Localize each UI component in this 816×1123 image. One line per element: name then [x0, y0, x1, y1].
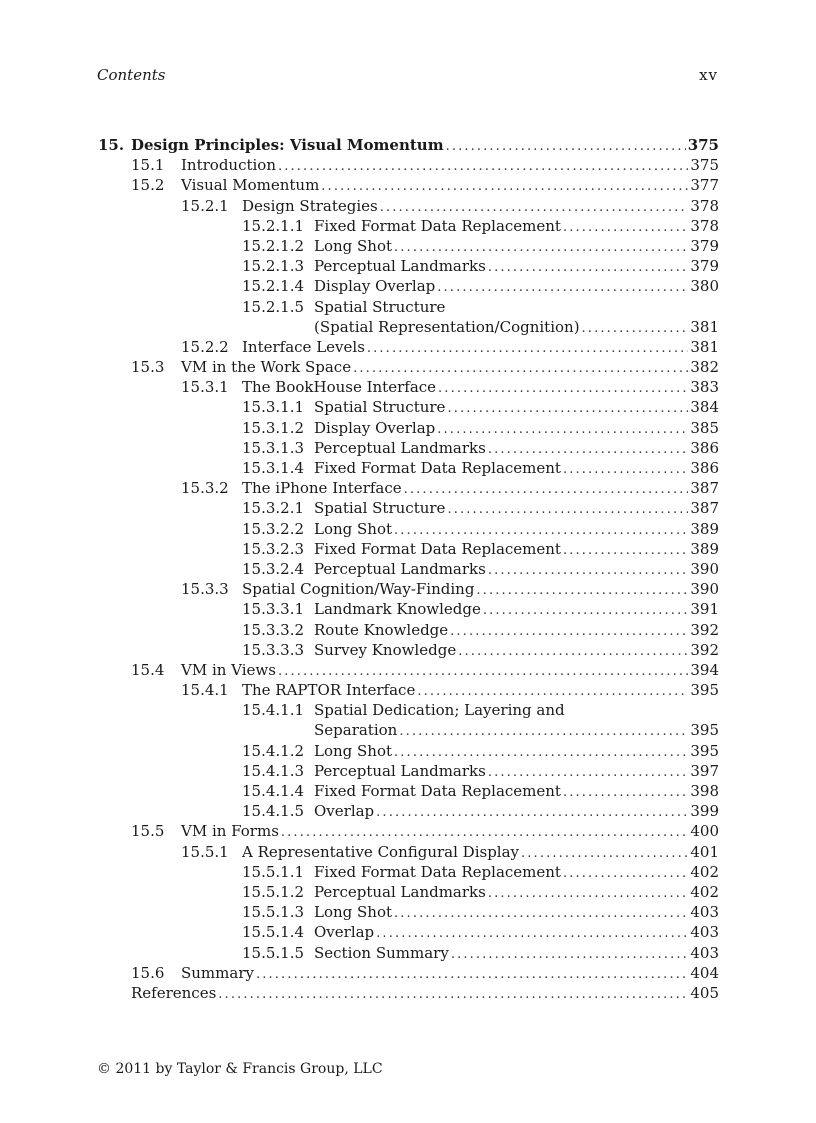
- toc-entry-title-line: [314, 741, 719, 763]
- toc-entry-page: 403: [690, 903, 719, 922]
- dot-leader: [437, 420, 688, 440]
- toc-entry[interactable]: [98, 135, 719, 155]
- toc-entry[interactable]: [98, 660, 719, 680]
- toc-entry-page: 384: [690, 398, 719, 417]
- toc-entry-title-line: [181, 155, 719, 177]
- toc-entry-title: VM in Forms: [181, 822, 279, 841]
- toc-entry[interactable]: [98, 761, 719, 781]
- toc-entry[interactable]: [98, 317, 719, 337]
- toc-entry-page: 397: [690, 761, 719, 780]
- toc-entry-title: Interface Levels: [242, 337, 365, 356]
- toc-entry[interactable]: [98, 963, 719, 983]
- toc-entry[interactable]: [98, 559, 719, 579]
- toc-entry-page: 404: [690, 963, 719, 982]
- toc-entry-number: 15.5.1.5: [242, 943, 305, 962]
- toc-entry-number: 15.4.1.2: [242, 741, 305, 760]
- toc-entry-number: 15.5.1: [181, 842, 229, 861]
- dot-leader: [367, 339, 688, 359]
- toc-entry-title-line: [181, 821, 719, 843]
- toc-entry-title-line: [314, 922, 719, 944]
- toc-entry[interactable]: [98, 377, 719, 397]
- toc-entry-title: Fixed Format Data Replacement: [314, 459, 561, 477]
- toc-entry[interactable]: [98, 943, 719, 963]
- toc-entry-title-line: [314, 458, 719, 480]
- table-of-contents: [98, 135, 719, 1003]
- toc-entry-page: 405: [690, 983, 719, 1002]
- toc-entry[interactable]: [98, 196, 719, 216]
- toc-entry-number: 15.2.2: [181, 337, 229, 356]
- dot-leader: [450, 622, 688, 642]
- toc-entry[interactable]: [98, 700, 719, 720]
- toc-entry-title: Perceptual Landmarks: [314, 257, 486, 276]
- toc-entry-page: 386: [690, 438, 719, 457]
- toc-entry-title: Spatial Structure: [314, 398, 446, 417]
- toc-entry-page: 395: [690, 741, 719, 760]
- toc-entry[interactable]: [98, 175, 719, 195]
- toc-entry-title-line: [314, 438, 719, 460]
- toc-entry[interactable]: [98, 922, 719, 942]
- toc-entry-title-line: [314, 559, 719, 581]
- toc-entry[interactable]: [98, 216, 719, 236]
- toc-entry[interactable]: [98, 599, 719, 619]
- toc-entry-title: Overlap: [314, 923, 375, 942]
- toc-entry[interactable]: [98, 418, 719, 438]
- toc-entry-number: 15.3: [131, 358, 165, 377]
- toc-entry[interactable]: [98, 236, 719, 256]
- toc-entry-page: 390: [690, 559, 719, 578]
- toc-entry-title-line: [131, 983, 719, 1005]
- toc-entry[interactable]: [98, 640, 719, 660]
- toc-entry-title: Fixed Format Data Replacement: [314, 862, 561, 881]
- toc-entry-page: 380: [690, 277, 719, 296]
- toc-entry-number: 15.2.1.5: [242, 297, 305, 316]
- toc-entry-title-line: [131, 135, 719, 157]
- toc-entry-title: Summary: [181, 963, 254, 982]
- dot-leader: [281, 823, 688, 843]
- toc-entry-title-line: [242, 680, 719, 702]
- toc-entry-title-line: [242, 842, 719, 864]
- dot-leader: [394, 238, 688, 258]
- dot-leader: [451, 945, 689, 965]
- toc-entry-title-line: [242, 196, 719, 218]
- toc-entry-title-line: [314, 801, 719, 823]
- toc-entry-number: 15.4.1: [181, 681, 229, 700]
- dot-leader: [438, 379, 688, 399]
- toc-entry-number: 15.3.1: [181, 378, 229, 397]
- toc-entry-title-line: [314, 236, 719, 258]
- dot-leader: [488, 440, 689, 460]
- toc-entry-number: 15.4.1.3: [242, 761, 305, 780]
- toc-entry-number: 15.4.1.1: [242, 701, 305, 720]
- toc-entry[interactable]: [98, 337, 719, 357]
- toc-entry-page: 392: [690, 620, 719, 639]
- toc-entry-number: 15.3.1.3: [242, 438, 305, 457]
- toc-entry-title-line: [314, 620, 719, 642]
- toc-entry-title: Perceptual Landmarks: [314, 882, 486, 901]
- toc-entry[interactable]: [98, 256, 719, 276]
- toc-entry-number: 15.2.1.4: [242, 277, 305, 296]
- toc-entry-title-line: [314, 519, 719, 541]
- toc-entry-title: Fixed Format Data Replacement: [314, 539, 561, 558]
- toc-entry-page: 398: [690, 782, 719, 800]
- toc-entry[interactable]: [98, 720, 719, 740]
- toc-entry[interactable]: [98, 397, 719, 417]
- toc-entry-page: 383: [690, 378, 719, 397]
- toc-entry-title-line: [181, 963, 719, 985]
- toc-entry[interactable]: [98, 862, 719, 882]
- toc-entry-title: A Representative Configural Display: [242, 842, 520, 861]
- toc-entry-number: 15.5.1.3: [242, 903, 305, 922]
- toc-entry-page: 379: [690, 236, 719, 255]
- dot-leader: [321, 177, 688, 197]
- toc-entry-title: Landmark Knowledge: [314, 600, 481, 619]
- toc-entry[interactable]: [98, 297, 719, 317]
- dot-leader: [488, 763, 689, 783]
- dot-leader: [563, 864, 688, 884]
- toc-entry-page: 403: [690, 923, 719, 942]
- toc-entry-number: 15.4.1.5: [242, 802, 305, 821]
- toc-entry-page: 392: [690, 640, 719, 659]
- toc-entry-page: 389: [690, 539, 719, 558]
- toc-entry[interactable]: [98, 842, 719, 862]
- toc-entry[interactable]: [98, 680, 719, 700]
- dot-leader: [353, 359, 688, 379]
- dot-leader: [447, 500, 688, 520]
- toc-entry-title-line: [242, 478, 719, 500]
- toc-entry[interactable]: [98, 357, 719, 377]
- toc-entry[interactable]: [98, 539, 719, 559]
- toc-entry-title: Spatial Structure: [314, 499, 446, 518]
- toc-entry[interactable]: [98, 882, 719, 902]
- toc-entry-title-line: [314, 599, 719, 621]
- toc-entry-page: 390: [690, 580, 719, 599]
- toc-entry-title-line: [314, 397, 719, 419]
- dot-leader: [394, 521, 688, 541]
- toc-entry-title: Long Shot: [314, 236, 393, 255]
- toc-entry-number: 15.3.1.1: [242, 398, 305, 417]
- toc-entry-title: The RAPTOR Interface: [242, 681, 416, 700]
- toc-entry-page: 386: [690, 459, 719, 477]
- dot-leader: [447, 399, 688, 419]
- toc-entry-title: Section Summary: [314, 943, 449, 962]
- dot-leader: [563, 218, 688, 238]
- toc-entry-page: 402: [690, 882, 719, 901]
- toc-entry-title: (Spatial Representation/Cognition): [314, 317, 580, 336]
- toc-entry-title: The BookHouse Interface: [242, 378, 437, 397]
- toc-entry-title: References: [131, 983, 217, 1002]
- dot-leader: [404, 480, 689, 500]
- dot-leader: [563, 541, 688, 561]
- toc-entry[interactable]: [98, 498, 719, 518]
- toc-entry[interactable]: [98, 983, 719, 1003]
- toc-entry[interactable]: [98, 801, 719, 821]
- toc-entry[interactable]: [98, 620, 719, 640]
- toc-entry-title: Spatial Dedication; Layering and: [314, 701, 565, 720]
- toc-entry-number: 15.3.2.4: [242, 559, 305, 578]
- toc-entry-title-line: [242, 579, 719, 601]
- toc-entry-page: 378: [690, 216, 719, 235]
- toc-entry-title-line: [181, 357, 719, 379]
- dot-leader: [458, 642, 688, 662]
- toc-entry-number: 15.: [98, 136, 125, 154]
- dot-leader: [376, 803, 688, 823]
- toc-entry-title-line: [314, 943, 719, 965]
- toc-entry-page: 395: [690, 721, 719, 740]
- toc-entry-page: 378: [690, 196, 719, 215]
- toc-entry-title: Perceptual Landmarks: [314, 559, 486, 578]
- toc-entry-title-line: [314, 700, 719, 720]
- toc-entry-title: Long Shot: [314, 519, 393, 538]
- toc-entry-title: Design Principles: Visual Momentum: [131, 136, 444, 154]
- toc-entry-page: 381: [690, 337, 719, 356]
- toc-entry-page: 402: [690, 862, 719, 881]
- toc-entry-number: 15.3.3.3: [242, 640, 305, 659]
- dot-leader: [437, 278, 688, 298]
- toc-entry-number: 15.3.1.2: [242, 418, 305, 437]
- dot-leader: [488, 884, 689, 904]
- toc-entry-title-line: [314, 539, 719, 561]
- toc-entry-number: 15.3.2.3: [242, 539, 305, 558]
- toc-entry-title-line: [314, 418, 719, 440]
- copyright-footer: © 2011 by Taylor & Francis Group, LLC: [97, 1061, 383, 1077]
- toc-entry-page: 400: [690, 822, 719, 841]
- toc-entry-title-line: [314, 902, 719, 924]
- toc-entry-page: 391: [690, 600, 719, 619]
- dot-leader: [278, 157, 688, 177]
- toc-entry-title-line: [242, 377, 719, 399]
- toc-entry-title-line: [314, 498, 719, 520]
- toc-entry-page: 395: [690, 681, 719, 700]
- toc-entry-number: 15.5.1.4: [242, 923, 305, 942]
- toc-entry-title: Fixed Format Data Replacement: [314, 782, 561, 800]
- toc-entry-number: 15.5.1.1: [242, 862, 305, 881]
- toc-entry-page: 375: [690, 156, 719, 175]
- toc-entry-title: Spatial Cognition/Way-Finding: [242, 580, 475, 599]
- dot-leader: [563, 783, 688, 803]
- toc-entry-title: Display Overlap: [314, 277, 436, 296]
- toc-entry[interactable]: [98, 458, 719, 478]
- toc-entry-page: 401: [690, 842, 719, 861]
- dot-leader: [380, 198, 689, 218]
- toc-entry-title: VM in Views: [181, 660, 276, 679]
- toc-entry-title: Visual Momentum: [181, 176, 320, 195]
- dot-leader: [582, 319, 689, 339]
- toc-entry[interactable]: [98, 276, 719, 296]
- toc-entry-title: Perceptual Landmarks: [314, 761, 486, 780]
- dot-leader: [488, 258, 689, 278]
- dot-leader: [476, 581, 688, 601]
- toc-entry-number: 15.4.1.4: [242, 782, 305, 800]
- toc-entry-title-line: [314, 256, 719, 278]
- toc-entry-title-line: [314, 720, 719, 742]
- toc-entry-number: 15.6: [131, 963, 165, 982]
- dot-leader: [394, 743, 688, 763]
- toc-entry-page: 394: [690, 660, 719, 679]
- toc-entry-title: Design Strategies: [242, 196, 378, 215]
- toc-entry[interactable]: [98, 902, 719, 922]
- toc-entry-title: Separation: [314, 721, 398, 740]
- dot-leader: [218, 985, 688, 1005]
- toc-entry-title-line: [314, 317, 719, 339]
- toc-entry-number: 15.3.2.2: [242, 519, 305, 538]
- toc-entry-page: 387: [690, 479, 719, 498]
- toc-entry-number: 15.3.3.1: [242, 600, 305, 619]
- toc-entry-number: 15.3.3.2: [242, 620, 305, 639]
- toc-entry-page: 377: [690, 176, 719, 195]
- dot-leader: [399, 722, 688, 742]
- toc-entry-number: 15.4: [131, 660, 165, 679]
- toc-entry-number: 15.2.1: [181, 196, 229, 215]
- toc-entry-title: Fixed Format Data Replacement: [314, 216, 561, 235]
- toc-entry-title: Introduction: [181, 156, 276, 175]
- toc-entry[interactable]: [98, 155, 719, 175]
- toc-entry-title-line: [314, 862, 719, 884]
- toc-entry-page: 381: [690, 317, 719, 336]
- toc-entry-number: 15.2: [131, 176, 165, 195]
- toc-entry-page: 387: [690, 499, 719, 518]
- toc-entry-number: 15.1: [131, 156, 165, 175]
- toc-entry-title: Survey Knowledge: [314, 640, 457, 659]
- toc-entry-title-line: [314, 781, 719, 803]
- toc-entry-page: 399: [690, 802, 719, 821]
- toc-entry-title: Overlap: [314, 802, 375, 821]
- toc-entry-title-line: [181, 175, 719, 197]
- dot-leader: [521, 844, 688, 864]
- dot-leader: [446, 137, 686, 157]
- toc-entry-title: Display Overlap: [314, 418, 436, 437]
- toc-entry-title: Long Shot: [314, 903, 393, 922]
- dot-leader: [563, 460, 688, 480]
- toc-entry-number: 15.2.1.2: [242, 236, 305, 255]
- toc-entry[interactable]: [98, 478, 719, 498]
- toc-entry-title-line: [314, 882, 719, 904]
- dot-leader: [256, 965, 688, 985]
- toc-entry-title: The iPhone Interface: [242, 479, 402, 498]
- toc-entry-number: 15.3.1.4: [242, 459, 305, 477]
- toc-entry-title-line: [314, 276, 719, 298]
- toc-entry-page: 403: [690, 943, 719, 962]
- toc-entry-number: 15.3.2.1: [242, 499, 305, 518]
- running-header-title: Contents: [97, 66, 166, 84]
- toc-entry-page: 382: [690, 358, 719, 377]
- dot-leader: [488, 561, 689, 581]
- toc-entry-number: 15.3.3: [181, 580, 229, 599]
- toc-entry-title-line: [314, 761, 719, 783]
- toc-entry-number: 15.2.1.3: [242, 257, 305, 276]
- toc-entry-title: VM in the Work Space: [181, 358, 352, 377]
- toc-entry[interactable]: [98, 579, 719, 599]
- toc-entry-title: Route Knowledge: [314, 620, 449, 639]
- toc-entry-page: 385: [690, 418, 719, 437]
- toc-entry-number: 15.5: [131, 822, 165, 841]
- toc-entry[interactable]: [98, 741, 719, 761]
- toc-entry-title-line: [314, 216, 719, 238]
- dot-leader: [394, 904, 688, 924]
- toc-entry-title: Spatial Structure: [314, 297, 446, 316]
- toc-entry-page: 375: [687, 136, 719, 154]
- toc-entry-title-line: [314, 640, 719, 662]
- toc-entry-page: 379: [690, 257, 719, 276]
- dot-leader: [278, 662, 688, 682]
- toc-entry-title-line: [314, 297, 719, 317]
- toc-entry-title: Long Shot: [314, 741, 393, 760]
- toc-entry-title: Perceptual Landmarks: [314, 438, 486, 457]
- toc-entry[interactable]: [98, 438, 719, 458]
- toc-entry[interactable]: [98, 781, 719, 801]
- toc-entry-title-line: [181, 660, 719, 682]
- toc-entry-number: 15.3.2: [181, 479, 229, 498]
- dot-leader: [483, 601, 689, 621]
- toc-entry[interactable]: [98, 821, 719, 841]
- toc-entry-page: 389: [690, 519, 719, 538]
- toc-entry-number: 15.5.1.2: [242, 882, 305, 901]
- page-number: xv: [699, 66, 718, 84]
- dot-leader: [376, 924, 688, 944]
- toc-entry-title-line: [242, 337, 719, 359]
- toc-entry[interactable]: [98, 519, 719, 539]
- dot-leader: [417, 682, 688, 702]
- toc-entry-number: 15.2.1.1: [242, 216, 305, 235]
